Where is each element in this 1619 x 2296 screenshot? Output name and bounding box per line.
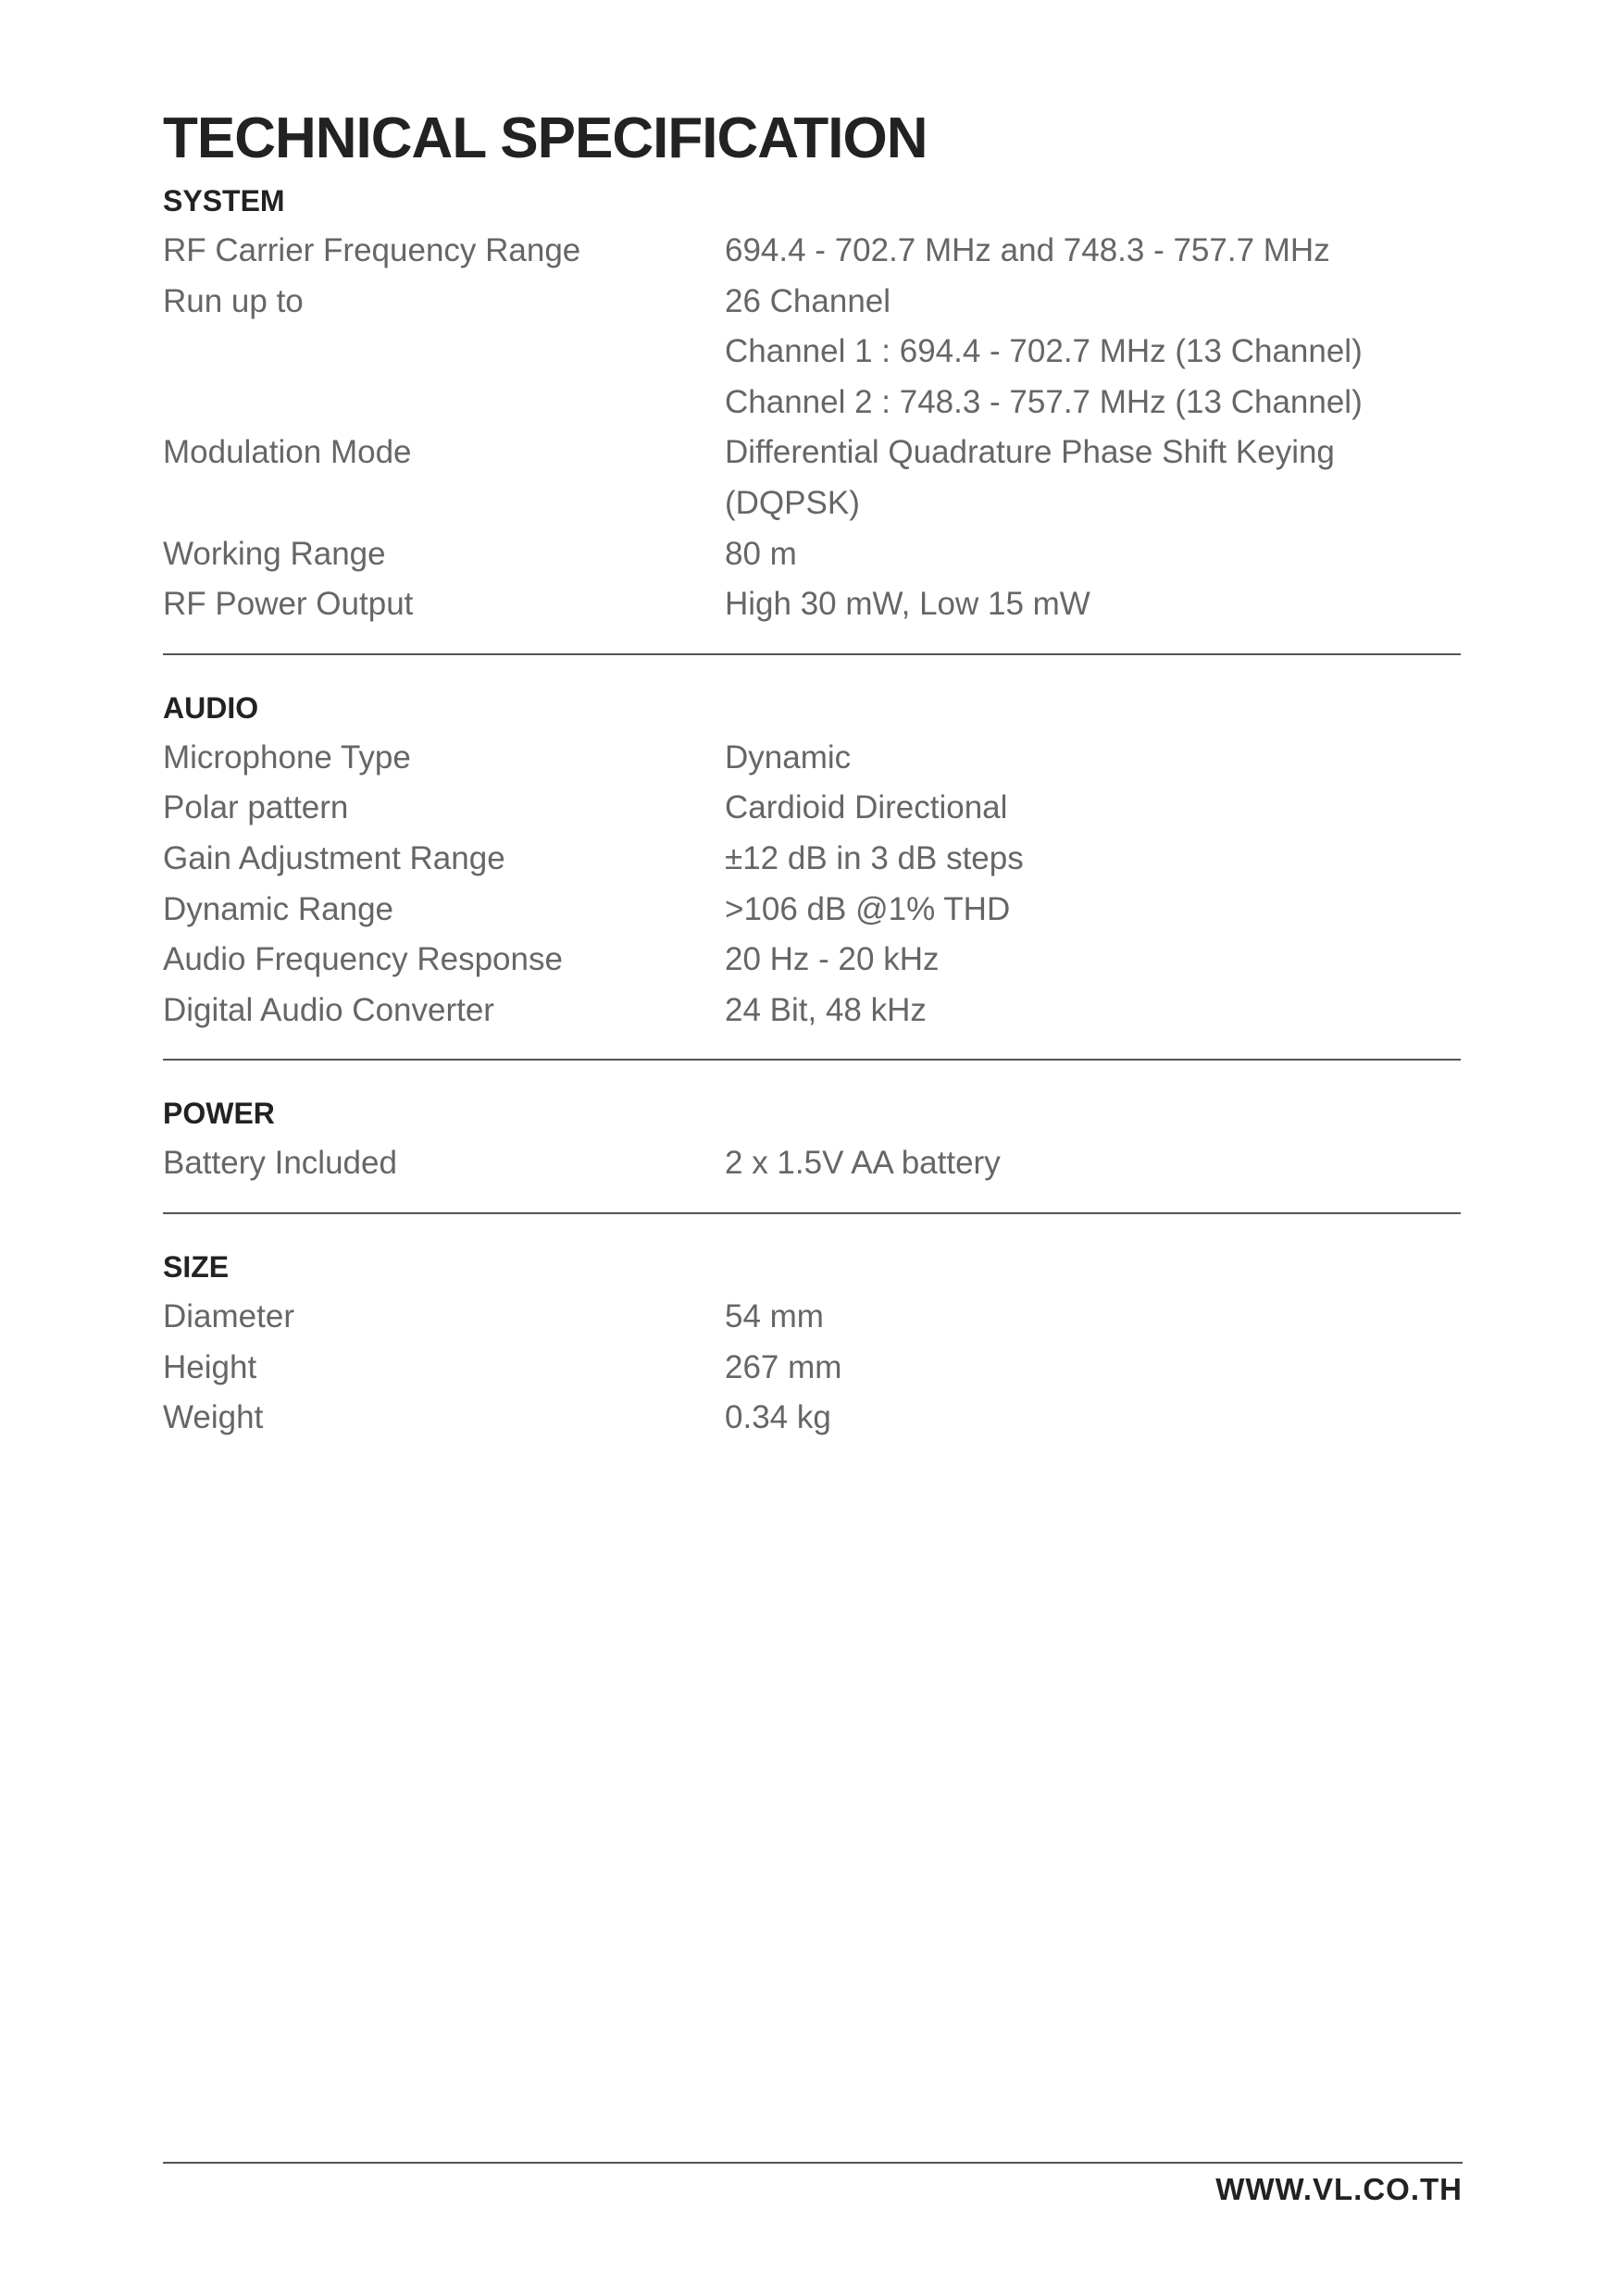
spec-row — [163, 226, 1461, 277]
section-heading-audio: AUDIO — [163, 690, 259, 725]
spec-rows-audio — [163, 733, 1461, 1036]
spec-row — [163, 1343, 1461, 1394]
section-power — [163, 1088, 1461, 1189]
spec-row — [163, 834, 1461, 885]
spec-row — [163, 529, 1461, 580]
spec-value: Channel 1 : 694.4 - 702.7 MHz (13 Channel) — [725, 333, 1363, 370]
spec-value: 694.4 - 702.7 MHz and 748.3 - 757.7 MHz — [725, 232, 1330, 268]
spec-values — [725, 1343, 1461, 1394]
spec-label: Diameter — [163, 1297, 294, 1334]
spec-row — [163, 986, 1461, 1036]
spec-values — [725, 783, 1461, 834]
spec-label: Dynamic Range — [163, 890, 393, 927]
spec-page — [163, 102, 1461, 1444]
spec-values — [725, 834, 1461, 885]
spec-value: 0.34 kg — [725, 1399, 831, 1436]
spec-row — [163, 783, 1461, 834]
spec-label: Gain Adjustment Range — [163, 839, 505, 876]
spec-label: Battery Included — [163, 1145, 397, 1182]
spec-row — [163, 733, 1461, 784]
section-divider — [163, 653, 1461, 655]
spec-label: RF Carrier Frequency Range — [163, 232, 581, 268]
section-heading-size: SIZE — [163, 1249, 230, 1284]
spec-value: Differential Quadrature Phase Shift Keying (DQPSK) — [725, 434, 1335, 521]
spec-label: Modulation Mode — [163, 434, 412, 471]
section-divider — [163, 1059, 1461, 1061]
spec-values — [725, 885, 1461, 936]
spec-value: Cardioid Directional — [725, 789, 1008, 826]
spec-label: Microphone Type — [163, 738, 411, 776]
spec-label: Working Range — [163, 535, 386, 572]
spec-rows-system — [163, 226, 1461, 630]
spec-value: Channel 2 : 748.3 - 757.7 MHz (13 Channel) — [725, 383, 1363, 420]
spec-values — [725, 529, 1461, 580]
spec-row — [163, 1138, 1461, 1189]
spec-label: Digital Audio Converter — [163, 991, 494, 1028]
spec-values — [725, 428, 1461, 528]
spec-values — [725, 579, 1461, 630]
spec-value: High 30 mW, Low 15 mW — [725, 586, 1090, 623]
spec-label: Height — [163, 1348, 257, 1385]
spec-value: 267 mm — [725, 1348, 842, 1385]
spec-rows-size — [163, 1292, 1461, 1444]
spec-row — [163, 277, 1461, 428]
spec-label: Weight — [163, 1399, 264, 1436]
spec-rows-power — [163, 1138, 1461, 1189]
spec-label: RF Power Output — [163, 586, 414, 623]
spec-value: 80 m — [725, 535, 797, 572]
section-size — [163, 1242, 1461, 1444]
spec-values — [725, 277, 1461, 428]
spec-values — [725, 1393, 1461, 1444]
spec-value: 54 mm — [725, 1297, 824, 1334]
spec-value: ±12 dB in 3 dB steps — [725, 839, 1024, 876]
spec-values — [725, 1292, 1461, 1343]
spec-label: Audio Frequency Response — [163, 941, 563, 978]
section-audio — [163, 683, 1461, 1036]
spec-value: 26 Channel — [725, 282, 891, 319]
footer-divider — [163, 2162, 1463, 2164]
section-divider — [163, 1212, 1461, 1214]
section-heading-system: SYSTEM — [163, 184, 285, 217]
spec-values — [725, 733, 1461, 784]
spec-row — [163, 935, 1461, 986]
spec-value: >106 dB @1% THD — [725, 890, 1011, 927]
section-heading-power: POWER — [163, 1097, 275, 1131]
spec-values — [725, 986, 1461, 1036]
footer-website-url[interactable]: WWW.VL.CO.TH — [1215, 2172, 1463, 2206]
page-title: TECHNICAL SPECIFICATION — [163, 106, 928, 170]
spec-value: 20 Hz - 20 kHz — [725, 941, 940, 978]
spec-row — [163, 428, 1461, 528]
spec-row — [163, 1393, 1461, 1444]
spec-row — [163, 885, 1461, 936]
spec-row — [163, 1292, 1461, 1343]
spec-values — [725, 935, 1461, 986]
spec-value: Dynamic — [725, 738, 852, 776]
spec-label: Polar pattern — [163, 789, 349, 826]
spec-value: 24 Bit, 48 kHz — [725, 991, 927, 1028]
spec-value: 2 x 1.5V AA battery — [725, 1145, 1001, 1182]
spec-values — [725, 226, 1461, 277]
spec-row — [163, 579, 1461, 630]
spec-label: Run up to — [163, 282, 304, 319]
section-system — [163, 176, 1461, 630]
spec-values — [725, 1138, 1461, 1189]
